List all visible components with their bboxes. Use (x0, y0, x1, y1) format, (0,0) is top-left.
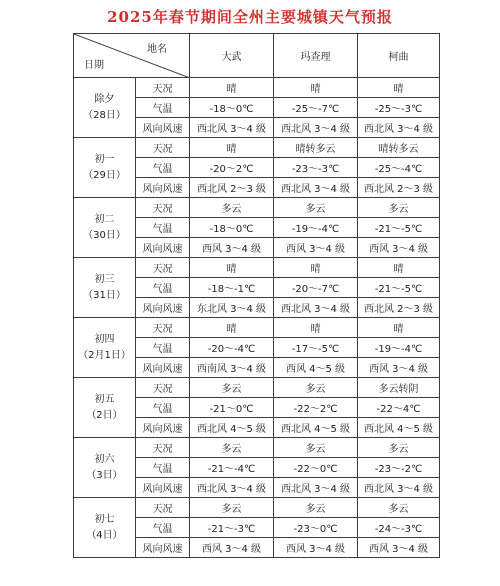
temp-cell-kequ: -24～-3℃ (358, 518, 440, 538)
sky-cell-kequ: 晴 (358, 318, 440, 338)
day-date: （4日） (86, 529, 123, 541)
sky-cell-kequ: 多云 (358, 498, 440, 518)
day-date: （3日） (86, 469, 123, 481)
day-label-cell (74, 378, 136, 438)
sky-cell-maqin: 晴转多云 (274, 138, 358, 158)
day-date: （2月1日） (78, 349, 131, 361)
temp-cell-dawu: -21～0℃ (190, 398, 274, 418)
temp-cell-kequ: -19～-4℃ (358, 338, 440, 358)
day-name: 初二 (94, 213, 115, 225)
temp-cell-kequ: -21～-5℃ (358, 278, 440, 298)
wind-cell-dawu: 西南风 3～4 级 (190, 358, 274, 378)
sky-cell-kequ: 晴转多云 (358, 138, 440, 158)
wind-cell-dawu: 西风 3～4 级 (190, 238, 274, 258)
sky-row (74, 378, 440, 398)
row-label-sky: 天况 (136, 498, 190, 518)
sky-cell-kequ: 多云 (358, 438, 440, 458)
wind-cell-maqin: 西北风 3～4 级 (274, 118, 358, 138)
row-label-wind: 风向风速 (136, 358, 190, 378)
sky-cell-maqin: 多云 (274, 498, 358, 518)
day-label-cell (74, 498, 136, 558)
wind-cell-dawu: 西北风 4～5 级 (190, 418, 274, 438)
row-label-temp: 气温 (136, 278, 190, 298)
wind-cell-maqin: 西北风 3～4 级 (274, 478, 358, 498)
corner-label-location: 地名 (147, 44, 167, 55)
sky-cell-dawu: 多云 (190, 498, 274, 518)
temp-cell-maqin: -20～-7℃ (274, 278, 358, 298)
forecast-table (73, 33, 440, 558)
sky-cell-kequ: 晴 (358, 258, 440, 278)
day-label-cell (74, 78, 136, 138)
row-label-temp: 气温 (136, 398, 190, 418)
wind-cell-dawu: 西北风 3～4 级 (190, 118, 274, 138)
row-label-sky: 天况 (136, 198, 190, 218)
wind-cell-maqin: 西风 4～5 级 (274, 358, 358, 378)
row-label-wind: 风向风速 (136, 298, 190, 318)
temp-cell-maqin: -17～-5℃ (274, 338, 358, 358)
row-label-sky: 天况 (136, 378, 190, 398)
sky-cell-maqin: 多云 (274, 378, 358, 398)
city-header-maqin: 玛查理 (274, 34, 358, 78)
row-label-temp: 气温 (136, 518, 190, 538)
row-label-sky: 天况 (136, 438, 190, 458)
city-header-dawu: 大武 (190, 34, 274, 78)
temp-cell-kequ: -22～4℃ (358, 398, 440, 418)
wind-cell-kequ: 西北风 4～5 级 (358, 418, 440, 438)
sky-cell-kequ: 多云转阴 (358, 378, 440, 398)
wind-cell-kequ: 西风 3～4 级 (358, 238, 440, 258)
sky-row (74, 498, 440, 518)
sky-cell-maqin: 晴 (274, 318, 358, 338)
wind-cell-dawu: 东北风 3～4 级 (190, 298, 274, 318)
day-name: 初三 (94, 273, 115, 285)
temp-cell-maqin: -23～0℃ (274, 518, 358, 538)
wind-cell-maqin: 西北风 3～4 级 (274, 298, 358, 318)
temp-cell-dawu: -20～2℃ (190, 158, 274, 178)
temp-cell-kequ: -25～-4℃ (358, 158, 440, 178)
sky-row (74, 138, 440, 158)
day-date: （30日） (83, 229, 126, 241)
wind-cell-kequ: 西北风 3～4 级 (358, 478, 440, 498)
temp-cell-maqin: -19～-4℃ (274, 218, 358, 238)
sky-cell-maqin: 多云 (274, 198, 358, 218)
temp-cell-maqin: -22～0℃ (274, 458, 358, 478)
corner-header-cell (74, 34, 190, 78)
temp-cell-dawu: -18～-1℃ (190, 278, 274, 298)
temp-cell-maqin: -23～-3℃ (274, 158, 358, 178)
day-label-cell (74, 438, 136, 498)
row-label-wind: 风向风速 (136, 538, 190, 558)
day-label-cell (74, 138, 136, 198)
day-date: （28日） (83, 109, 126, 121)
sky-cell-dawu: 晴 (190, 318, 274, 338)
temp-cell-maqin: -22～2℃ (274, 398, 358, 418)
sky-cell-dawu: 晴 (190, 138, 274, 158)
wind-cell-dawu: 西北风 3～4 级 (190, 478, 274, 498)
temp-cell-kequ: -21～-5℃ (358, 218, 440, 238)
sky-row (74, 318, 440, 338)
day-name: 初五 (94, 393, 115, 405)
row-label-sky: 天况 (136, 258, 190, 278)
temp-cell-dawu: -18～0℃ (190, 218, 274, 238)
row-label-sky: 天况 (136, 318, 190, 338)
sky-cell-dawu: 晴 (190, 258, 274, 278)
sky-cell-kequ: 晴 (358, 78, 440, 98)
row-label-temp: 气温 (136, 458, 190, 478)
day-name: 初四 (94, 333, 115, 345)
row-label-temp: 气温 (136, 338, 190, 358)
day-date: （2日） (86, 409, 123, 421)
page-title: 2025年春节期间全州主要城镇天气预报 (107, 8, 393, 26)
row-label-wind: 风向风速 (136, 238, 190, 258)
wind-cell-kequ: 西风 3～4 级 (358, 538, 440, 558)
day-name: 初七 (94, 513, 115, 525)
temp-cell-dawu: -20～-4℃ (190, 338, 274, 358)
temp-cell-kequ: -23～-2℃ (358, 458, 440, 478)
row-label-temp: 气温 (136, 158, 190, 178)
sky-cell-maqin: 多云 (274, 438, 358, 458)
row-label-wind: 风向风速 (136, 478, 190, 498)
sky-row (74, 198, 440, 218)
wind-cell-maqin: 西北风 3～4 级 (274, 178, 358, 198)
temp-cell-dawu: -21～-4℃ (190, 458, 274, 478)
day-name: 初一 (94, 153, 115, 165)
row-label-wind: 风向风速 (136, 118, 190, 138)
sky-cell-maqin: 晴 (274, 78, 358, 98)
row-label-temp: 气温 (136, 98, 190, 118)
temp-cell-dawu: -18～0℃ (190, 98, 274, 118)
day-label-cell (74, 258, 136, 318)
wind-cell-maqin: 西北风 4～5 级 (274, 418, 358, 438)
row-label-wind: 风向风速 (136, 418, 190, 438)
day-name: 初六 (94, 453, 115, 465)
sky-cell-dawu: 多云 (190, 438, 274, 458)
temp-cell-kequ: -25～-3℃ (358, 98, 440, 118)
wind-cell-maqin: 西风 3～4 级 (274, 238, 358, 258)
temp-cell-dawu: -21～-3℃ (190, 518, 274, 538)
day-label-cell (74, 198, 136, 258)
header-row (74, 34, 440, 78)
day-label-cell (74, 318, 136, 378)
corner-label-date: 日期 (84, 60, 104, 71)
row-label-wind: 风向风速 (136, 178, 190, 198)
wind-cell-dawu: 西北风 2～3 级 (190, 178, 274, 198)
wind-cell-kequ: 西北风 2～3 级 (358, 178, 440, 198)
temp-cell-maqin: -25～-7℃ (274, 98, 358, 118)
wind-cell-kequ: 西北风 2～3 级 (358, 298, 440, 318)
wind-cell-dawu: 西风 3～4 级 (190, 538, 274, 558)
sky-row (74, 78, 440, 98)
sky-cell-kequ: 多云 (358, 198, 440, 218)
sky-cell-maqin: 晴 (274, 258, 358, 278)
wind-cell-maqin: 西风 3～4 级 (274, 538, 358, 558)
city-header-kequ: 柯曲 (358, 34, 440, 78)
row-label-sky: 天况 (136, 78, 190, 98)
day-date: （29日） (83, 169, 126, 181)
row-label-sky: 天况 (136, 138, 190, 158)
sky-cell-dawu: 多云 (190, 198, 274, 218)
day-name: 除夕 (94, 93, 115, 105)
wind-cell-kequ: 西北风 3～4 级 (358, 118, 440, 138)
sky-cell-dawu: 晴 (190, 78, 274, 98)
row-label-temp: 气温 (136, 218, 190, 238)
sky-cell-dawu: 多云 (190, 378, 274, 398)
wind-cell-kequ: 西风 3～4 级 (358, 358, 440, 378)
sky-row (74, 258, 440, 278)
day-date: （31日） (83, 289, 126, 301)
sky-row (74, 438, 440, 458)
